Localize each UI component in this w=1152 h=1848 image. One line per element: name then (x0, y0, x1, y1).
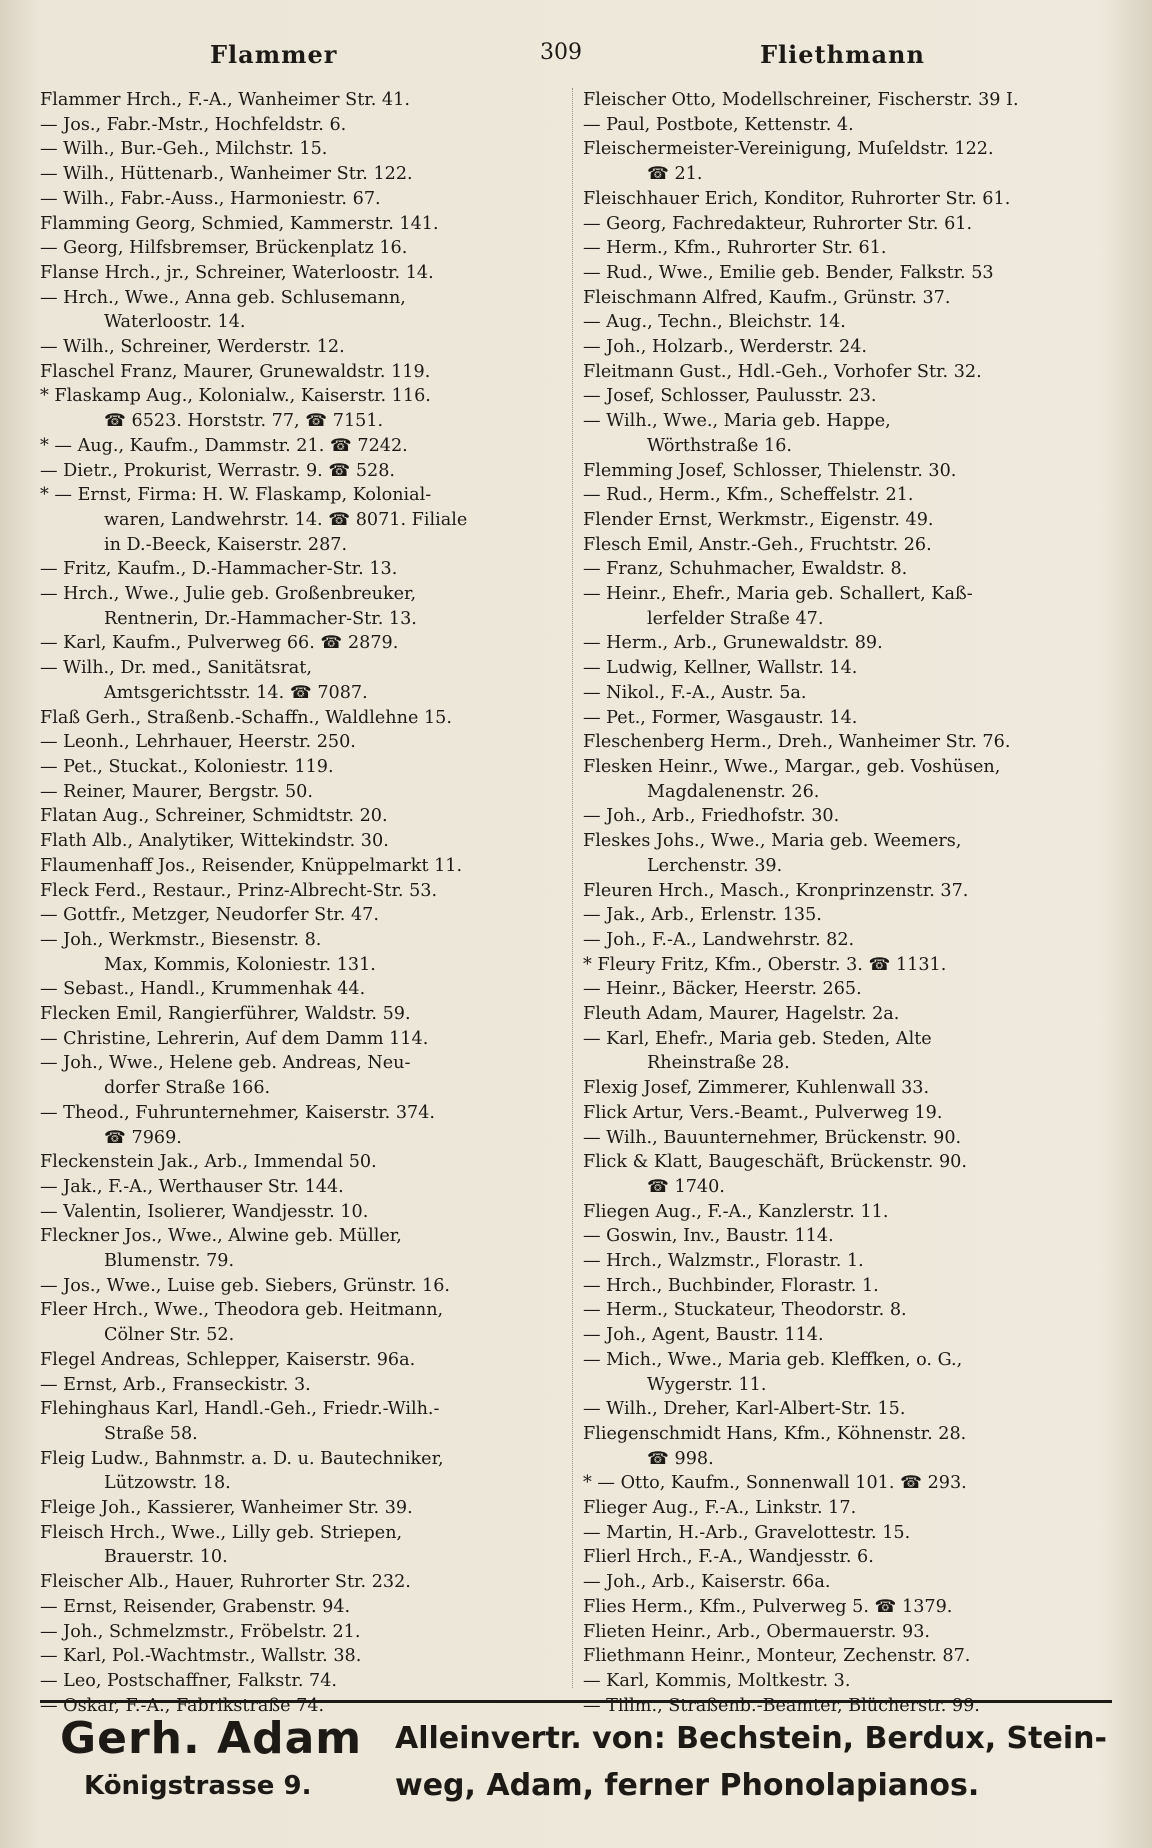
directory-entry-line: Amtsgerichtsstr. 14. ☎ 7087. (104, 682, 368, 703)
directory-entry-line: — Rud., Herm., Kfm., Scheffelstr. 21. (583, 485, 914, 506)
directory-entry-line: — Mich., Wwe., Maria geb. Kleffken, o. G., (583, 1349, 963, 1370)
directory-entry-line: — Martin, H.-Arb., Gravelottestr. 15. (583, 1522, 911, 1543)
directory-entry-line: ☎ 1740. (647, 1176, 725, 1197)
directory-entry-line: Flesken Heinr., Wwe., Margar., geb. Voshüsen, (583, 756, 1001, 777)
directory-entry-line: — Heinr., Ehefr., Maria geb. Schallert, Kaß- (583, 584, 973, 605)
directory-entry-line: Flehinghaus Karl, Handl.-Geh., Friedr.-Wilh.- (40, 1399, 440, 1420)
directory-entry-line: — Jos., Fabr.-Mstr., Hochfeldstr. 6. (40, 114, 347, 135)
directory-entry-line: — Ernst, Arb., Franseckistr. 3. (40, 1374, 311, 1395)
directory-entry-line: — Sebast., Handl., Krummenhak 44. (40, 979, 366, 1000)
page-number: 309 (540, 40, 582, 65)
directory-entry-line: * Fleury Fritz, Kfm., Oberstr. 3. ☎ 1131. (583, 954, 947, 975)
directory-entry-line: Flaß Gerh., Straßenb.-Schaffn., Waldlehne 15. (40, 707, 452, 728)
directory-entry-line: — Jak., F.-A., Werthauser Str. 144. (40, 1176, 344, 1197)
directory-entry-line: — Joh., Arb., Kaiserstr. 66a. (583, 1572, 831, 1593)
header-right-keyword: Fliethmann (760, 40, 925, 69)
directory-entry-line: Fleischer Otto, Modellschreiner, Fischerstr. 39 I. (583, 90, 1019, 110)
directory-entry-line: ☎ 998. (647, 1448, 714, 1469)
directory-entry-line: — Hrch., Buchbinder, Florastr. 1. (583, 1275, 879, 1296)
directory-entry-line: Waterloostr. 14. (104, 312, 246, 333)
directory-entry-line: — Joh., Wwe., Helene geb. Andreas, Neu- (40, 1053, 411, 1074)
directory-entry-line: — Tillm., Straßenb.-Beamter, Blücherstr. 99. (583, 1695, 980, 1716)
directory-entry-line: Fleskes Johs., Wwe., Maria geb. Weemers, (583, 831, 962, 852)
directory-entry-line: Fleuth Adam, Maurer, Hagelstr. 2a. (583, 1004, 900, 1025)
directory-entry-line: — Joh., Holzarb., Werderstr. 24. (583, 337, 868, 358)
directory-entry-line: ☎ 7969. (104, 1127, 182, 1148)
directory-entry-line: — Hrch., Wwe., Anna geb. Schlusemann, (40, 287, 406, 308)
advertisement (40, 1700, 1112, 1813)
directory-entry-line: — Leonh., Lehrhauer, Heerstr. 250. (40, 732, 356, 753)
directory-entry-line: — Theod., Fuhrunternehmer, Kaiserstr. 374. (40, 1102, 436, 1123)
directory-entry-line: * — Otto, Kaufm., Sonnenwall 101. ☎ 293. (583, 1473, 967, 1494)
directory-entry-line: — Herm., Kfm., Ruhrorter Str. 61. (583, 238, 887, 259)
directory-entry-line: — Christine, Lehrerin, Auf dem Damm 114. (40, 1028, 429, 1049)
directory-entry-line: Fleck Ferd., Restaur., Prinz-Albrecht-Str. 53. (40, 880, 438, 901)
directory-entry-line: — Georg, Fachredakteur, Ruhrorter Str. 61. (583, 213, 973, 234)
directory-entry-line: Wygerstr. 11. (647, 1374, 767, 1395)
directory-entry-line: Fliegen Aug., F.-A., Kanzlerstr. 11. (583, 1201, 889, 1222)
directory-entry-line: — Paul, Postbote, Kettenstr. 4. (583, 114, 854, 135)
directory-entry-line: Brauerstr. 10. (104, 1547, 228, 1568)
directory-entry-line: — Ernst, Reisender, Grabenstr. 94. (40, 1596, 351, 1617)
directory-entry-line: Flick Artur, Vers.-Beamt., Pulverweg 19. (583, 1102, 943, 1123)
directory-entry-line: — Joh., Arb., Friedhofstr. 30. (583, 806, 840, 827)
directory-entry-line: — Karl, Pol.-Wachtmstr., Wallstr. 38. (40, 1646, 362, 1667)
directory-entry-line: * — Ernst, Firma: H. W. Flaskamp, Kolonial- (40, 485, 432, 506)
directory-entry-line: Wörthstraße 16. (647, 435, 793, 456)
directory-entry-line: — Heinr., Bäcker, Heerstr. 265. (583, 979, 862, 1000)
directory-entry-line: Lerchenstr. 39. (647, 855, 783, 876)
directory-entry-line: — Joh., F.-A., Landwehrstr. 82. (583, 929, 855, 950)
directory-entry-line: — Karl, Ehefr., Maria geb. Steden, Alte (583, 1028, 932, 1049)
directory-entry-line: Blumenstr. 79. (104, 1251, 235, 1272)
directory-entry-line: Magdalenenstr. 26. (647, 781, 820, 802)
directory-entry-line: Fleschenberg Herm., Dreh., Wanheimer Str. 76. (583, 732, 1011, 753)
directory-entry-line: * — Aug., Kaufm., Dammstr. 21. ☎ 7242. (40, 435, 408, 456)
directory-entry-line: Fleige Joh., Kassierer, Wanheimer Str. 39. (40, 1498, 413, 1519)
directory-entry-line: Fleckner Jos., Wwe., Alwine geb. Müller, (40, 1226, 402, 1247)
directory-entry-line: Flanse Hrch., jr., Schreiner, Waterloostr. 14. (40, 262, 434, 283)
directory-entry-line: Flemming Josef, Schlosser, Thielenstr. 30. (583, 460, 957, 481)
directory-entry-line: — Goswin, Inv., Baustr. 114. (583, 1226, 834, 1247)
directory-entry-line: in D.-Beeck, Kaiserstr. 287. (104, 534, 348, 555)
directory-entry-line: Fleckenstein Jak., Arb., Immendal 50. (40, 1152, 377, 1173)
directory-entry-line: Flender Ernst, Werkmstr., Eigenstr. 49. (583, 509, 934, 530)
directory-entry-line: — Aug., Techn., Bleichstr. 14. (583, 312, 846, 333)
directory-entry-line: — Karl, Kommis, Moltkestr. 3. (583, 1671, 851, 1691)
directory-entry-line: — Wilh., Schreiner, Werderstr. 12. (40, 337, 345, 358)
directory-entry-line: — Wilh., Bauunternehmer, Brückenstr. 90. (583, 1127, 962, 1148)
directory-entry-line: — Joh., Schmelzmstr., Fröbelstr. 21. (40, 1621, 361, 1642)
directory-entry-line: Fliethmann Heinr., Monteur, Zechenstr. 87. (583, 1646, 971, 1667)
directory-entry-line: — Wilh., Fabr.-Auss., Harmoniestr. 67. (40, 188, 381, 209)
directory-entry-line: ☎ 21. (647, 164, 703, 185)
directory-entry-line: Fliegenschmidt Hans, Kfm., Köhnenstr. 28. (583, 1423, 967, 1444)
ad-street: Königstrasse 9. (84, 1771, 312, 1801)
directory-entry-line: Flaumenhaff Jos., Reisender, Knüppelmarkt 11. (40, 855, 463, 876)
page-header (40, 40, 1112, 80)
ad-company: Gerh. Adam (60, 1713, 363, 1764)
directory-entry-line: — Wilh., Wwe., Maria geb. Happe, (583, 411, 891, 432)
directory-entry-line: — Valentin, Isolierer, Wandjesstr. 10. (40, 1201, 369, 1222)
directory-entry-line: — Herm., Stuckateur, Theodorstr. 8. (583, 1300, 907, 1321)
directory-entry-line: Flierl Hrch., F.-A., Wandjesstr. 6. (583, 1547, 874, 1568)
directory-entry-line: Fleischer Alb., Hauer, Ruhrorter Str. 232. (40, 1572, 411, 1593)
directory-entry-line: Flies Herm., Kfm., Pulverweg 5. ☎ 1379. (583, 1596, 953, 1617)
directory-entry-line: Flieger Aug., F.-A., Linkstr. 17. (583, 1498, 857, 1519)
directory-entry-line: — Wilh., Dreher, Karl-Albert-Str. 15. (583, 1399, 906, 1420)
directory-entry-line: — Nikol., F.-A., Austr. 5a. (583, 682, 807, 703)
directory-entry-line: Flecken Emil, Rangierführer, Waldstr. 59. (40, 1004, 411, 1025)
directory-entry-line: — Pet., Stuckat., Koloniestr. 119. (40, 756, 334, 777)
directory-entry-line: — Wilh., Hüttenarb., Wanheimer Str. 122. (40, 164, 413, 185)
directory-entry-line: Fleisch Hrch., Wwe., Lilly geb. Striepen, (40, 1522, 403, 1543)
directory-entry-line: — Hrch., Wwe., Julie geb. Großenbreuker, (40, 584, 417, 605)
directory-entry-line: Flegel Andreas, Schlepper, Kaiserstr. 96a. (40, 1349, 416, 1370)
directory-entry-line: Fleer Hrch., Wwe., Theodora geb. Heitmann, (40, 1300, 444, 1321)
directory-entry-line: — Georg, Hilfsbremser, Brückenplatz 16. (40, 238, 408, 259)
directory-entry-line: Flath Alb., Analytiker, Wittekindstr. 30. (40, 831, 389, 852)
directory-entry-line: Flaschel Franz, Maurer, Grunewaldstr. 119. (40, 361, 431, 382)
directory-entry-line: waren, Landwehrstr. 14. ☎ 8071. Filiale (104, 509, 468, 530)
directory-entry-line: Fleischermeister-Vereinigung, Muſeldstr. 122. (583, 139, 994, 160)
directory-entry-line: Flatan Aug., Schreiner, Schmidtstr. 20. (40, 806, 388, 827)
directory-entry-line: Rentnerin, Dr.-Hammacher-Str. 13. (104, 608, 417, 629)
directory-entry-line: Fleig Ludw., Bahnmstr. a. D. u. Bautechniker, (40, 1448, 444, 1469)
directory-entry-line: — Joh., Agent, Baustr. 114. (583, 1325, 824, 1346)
directory-entry-line: dorfer Straße 166. (104, 1078, 271, 1099)
directory-entry-line: — Joh., Werkmstr., Biesenstr. 8. (40, 929, 322, 950)
directory-entry-line: — Dietr., Prokurist, Werrastr. 9. ☎ 528. (40, 460, 396, 481)
directory-entry-line: — Fritz, Kaufm., D.-Hammacher-Str. 13. (40, 559, 398, 580)
left-column (40, 88, 570, 1716)
directory-entry-line: Fleitmann Gust., Hdl.-Geh., Vorhofer Str. 32. (583, 361, 982, 382)
directory-entry-line: — Jak., Arb., Erlenstr. 135. (583, 905, 822, 926)
directory-entry-line: * Flaskamp Aug., Kolonialw., Kaiserstr. 116. (40, 386, 431, 407)
directory-entry-line: — Franz, Schuhmacher, Ewaldstr. 8. (583, 559, 908, 580)
ad-line-1: Alleinvertr. von: Bechstein, Berdux, Stein- (395, 1721, 1107, 1756)
directory-entry-line: — Gottfr., Metzger, Neudorfer Str. 47. (40, 905, 379, 926)
right-column (583, 88, 1113, 1716)
directory-entry-line: Flamming Georg, Schmied, Kammerstr. 141. (40, 213, 439, 234)
directory-entry-line: Flesch Emil, Anstr.-Geh., Fruchtstr. 26. (583, 534, 932, 555)
directory-entry-line: — Hrch., Walzmstr., Florastr. 1. (583, 1251, 864, 1272)
directory-entry-line: — Rud., Wwe., Emilie geb. Bender, Falkstr. 53 (583, 262, 994, 283)
directory-entry-line: Flick & Klatt, Baugeschäft, Brückenstr. 90. (583, 1152, 967, 1173)
directory-entry-line: — Wilh., Dr. med., Sanitätsrat, (40, 658, 312, 679)
directory-entry-line: Max, Kommis, Koloniestr. 131. (104, 954, 376, 975)
directory-entry-line: — Jos., Wwe., Luise geb. Siebers, Grünstr. 16. (40, 1275, 451, 1296)
directory-entry-line: Cölner Str. 52. (104, 1325, 235, 1346)
header-left-keyword: Flammer (210, 40, 338, 69)
directory-entry-line: — Reiner, Maurer, Bergstr. 50. (40, 781, 313, 802)
directory-entry-line: — Josef, Schlosser, Paulusstr. 23. (583, 386, 877, 407)
column-divider (572, 88, 573, 1688)
directory-entry-line: ☎ 6523. Horststr. 77, ☎ 7151. (104, 411, 384, 432)
directory-entry-line: — Leo, Postschaffner, Falkstr. 74. (40, 1671, 338, 1691)
directory-entry-line: Flieten Heinr., Arb., Obermauerstr. 93. (583, 1621, 930, 1642)
ad-line-2: weg, Adam, ferner Phonolapianos. (395, 1768, 980, 1803)
directory-entry-line: — Karl, Kaufm., Pulverweg 66. ☎ 2879. (40, 633, 399, 654)
directory-entry-line: — Oskar, F.-A., Fabrikstraße 74. (40, 1695, 325, 1716)
directory-entry-line: — Wilh., Bur.-Geh., Milchstr. 15. (40, 139, 328, 160)
directory-entry-line: Flammer Hrch., F.-A., Wanheimer Str. 41. (40, 90, 410, 110)
directory-entry-line: — Herm., Arb., Grunewaldstr. 89. (583, 633, 883, 654)
directory-entry-line: Fleuren Hrch., Masch., Kronprinzenstr. 37. (583, 880, 969, 901)
directory-entry-line: Flexig Josef, Zimmerer, Kuhlenwall 33. (583, 1078, 930, 1099)
directory-entry-line: — Ludwig, Kellner, Wallstr. 14. (583, 658, 858, 679)
directory-entry-line: lerfelder Straße 47. (647, 608, 824, 629)
directory-entry-line: Fleischmann Alfred, Kaufm., Grünstr. 37. (583, 287, 951, 308)
directory-entry-line: Straße 58. (104, 1423, 198, 1444)
directory-entry-line: — Pet., Former, Wasgaustr. 14. (583, 707, 858, 728)
directory-entry-line: Rheinstraße 28. (647, 1053, 790, 1074)
directory-entry-line: Lützowstr. 18. (104, 1473, 231, 1494)
directory-entry-line: Fleischhauer Erich, Konditor, Ruhrorter Str. 61. (583, 188, 1011, 209)
